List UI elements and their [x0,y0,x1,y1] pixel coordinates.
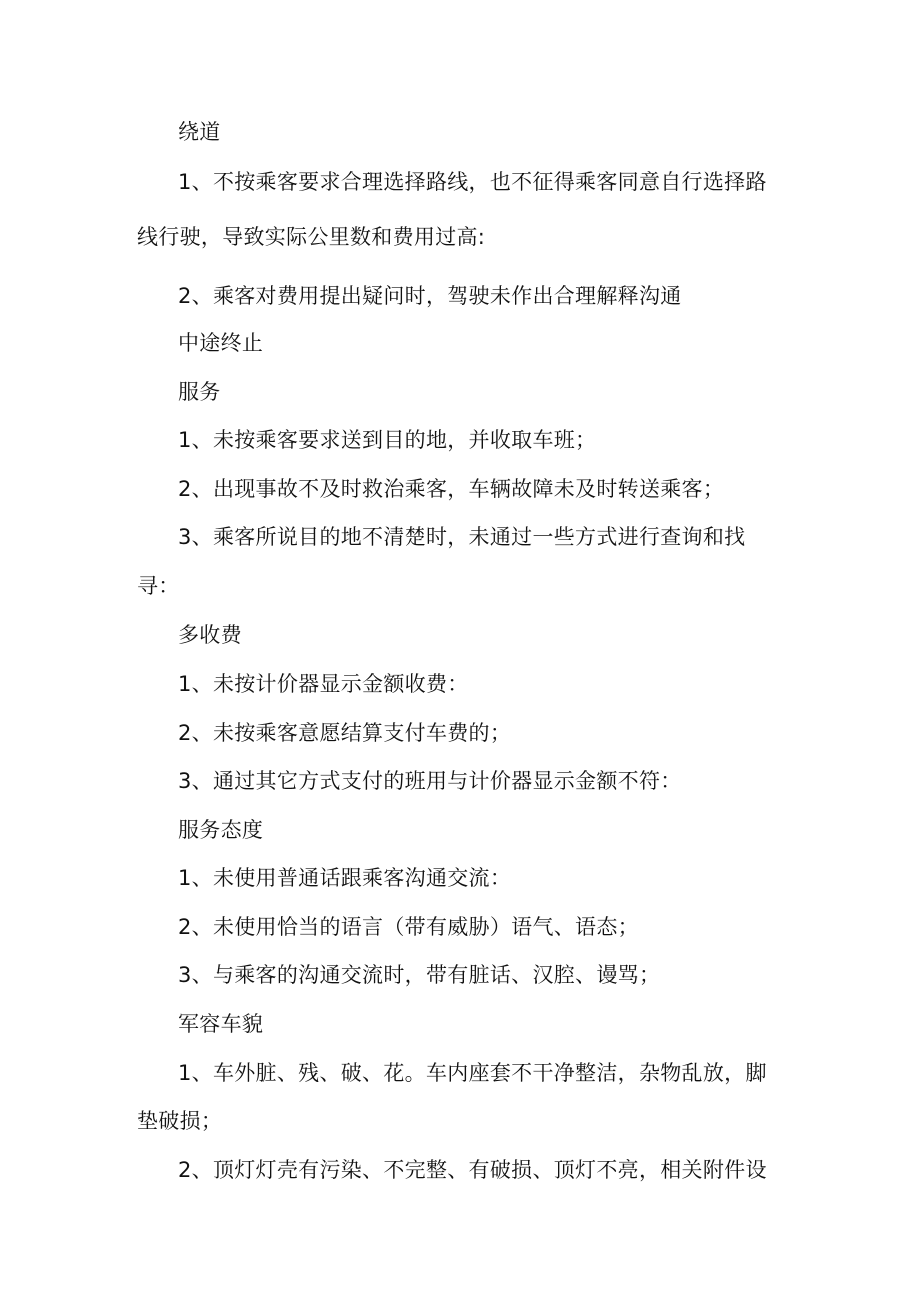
paragraph-line: 2、未使用恰当的语言（带有威胁）语气、语态； [178,915,639,939]
paragraph-line: 2、出现事故不及时救治乘客，车辆故障未及时转送乘客； [178,477,725,501]
paragraph-line: 1、车外脏、残、破、花。车内座套不干净整洁，杂物乱放，脚 [178,1061,767,1085]
paragraph-line: 3、与乘客的沟通交流时，带有脏话、汉腔、谩骂； [178,963,661,987]
heading-vehicle-appearance: 军容车貌 [178,1012,264,1036]
paragraph-line: 1、未按乘客要求送到目的地，并收取车班； [178,428,597,452]
paragraph-line: 1、未使用普通话跟乘客沟通交流： [178,866,512,890]
paragraph-line: 垫破损； [137,1109,223,1133]
heading-midway-termination: 中途终止 [178,331,264,355]
heading-service: 服务 [178,380,221,404]
paragraph-line: 3、通过其它方式支付的班用与计价器显示金额不符： [178,769,682,793]
paragraph-line: 线行驶，导致实际公里数和费用过高: [137,225,486,249]
paragraph-line: 2、未按乘客意愿结算支付车费的； [178,721,512,745]
paragraph-line: 1、未按计价器显示金额收费： [178,672,469,696]
paragraph-line: 2、乘客对费用提出疑问时，驾驶未作出合理解释沟通 [178,284,682,308]
heading-detour: 绕道 [178,120,221,144]
paragraph-line: 寻： [137,574,180,598]
heading-overcharge: 多收费 [178,623,242,647]
paragraph-line: 3、乘客所说目的地不清楚时，未通过一些方式进行查询和找 [178,525,746,549]
heading-service-attitude: 服务态度 [178,818,264,842]
paragraph-line: 1、不按乘客要求合理选择路线，也不征得乘客同意自行选择路 [178,170,767,194]
paragraph-line: 2、顶灯灯壳有污染、不完整、有破损、顶灯不亮，相关附件设 [178,1158,767,1182]
